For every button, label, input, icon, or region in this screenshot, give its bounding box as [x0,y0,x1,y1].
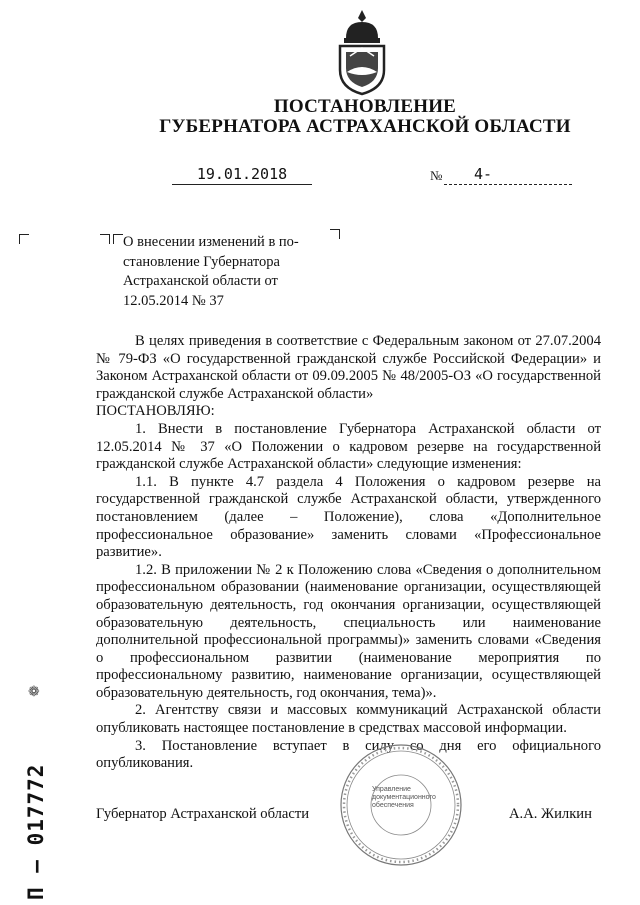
number-sign: № [430,168,443,183]
bracket-mark [113,234,123,244]
document-subject [123,233,323,311]
clause-3: 3. Постановление вступает в силу со дня его официального опубликования. [96,737,601,772]
issuer-title: ГУБЕРНАТОРА АСТРАХАНСКОЙ ОБЛАСТИ [159,116,571,137]
preamble-paragraph: В целях приведения в соответствие с Федеральным законом от 27.07.2004 № 79-ФЗ «О государственной гражданской службе Российской Федерации» и Законом Астраханской области от 09.09.2005 № 48/2005-ОЗ «О государственной гражданской службе Астраханской области» [96,333,601,402]
subject-line: Астраханской области от [123,273,278,289]
clause-2: 2. Агентству связи и массовых коммуникаций Астраханской области опубликовать настоящее постановление в средствах массовой информации. [96,702,601,737]
document-date: 19.01.2018 [172,165,312,185]
clause-1: 1. Внести в постановление Губернатора Астраханской области от 12.05.2014 № 37 «О Положении о кадровом резерве на государственной гражданской службе Астраханской области» следующие изменения: [96,420,601,473]
security-ornament-icon: ❁ [28,685,40,700]
decree-word: ПОСТАНОВЛЯЮ: [96,403,215,420]
document-number: 4- [444,165,572,185]
document-type-title: ПОСТАНОВЛЕНИЕ [273,96,457,117]
signatory-name: А.А. Жилкин [509,806,592,822]
signatory-position: Губернатор Астраханской области [96,806,310,822]
document-body [96,333,601,773]
clause-1-2: 1.2. В приложении № 2 к Положению слова «Сведения о дополнительном профессиональном образовании (наименование организации, осуществляющей образовательную деятельность, год окончания организации, осуществляющей образовательную деятельность, специальность или наименование дополнительной профессиональной программы)» заменить словами «Сведения о профессиональном развитии (наименование мероприятия по профессиональному развитию, наименование организации, осуществляющей образовательную деятельность, год окончания, тема)». [96,561,601,701]
bracket-mark [330,229,340,239]
subject-line: 12.05.2014 № 37 [123,292,224,309]
coat-of-arms-emblem [332,8,392,96]
bracket-mark [100,234,110,244]
form-serial-number: П – 017772 [24,763,48,900]
subject-line: О внесении изменений в по- [123,234,299,250]
bracket-mark [19,234,29,244]
stamp-text: Управление документационного обеспечения [372,786,436,809]
subject-line: становление Губернатора [123,253,280,270]
clause-1-1: 1.1. В пункте 4.7 раздела 4 Положения о кадровом резерве на государственной гражданской службе Астраханской области, утвержденного постановлением (далее – Положение), слова «Дополнительное профессиональное образование» заменить словами «Профессиональное развитие». [96,473,601,561]
